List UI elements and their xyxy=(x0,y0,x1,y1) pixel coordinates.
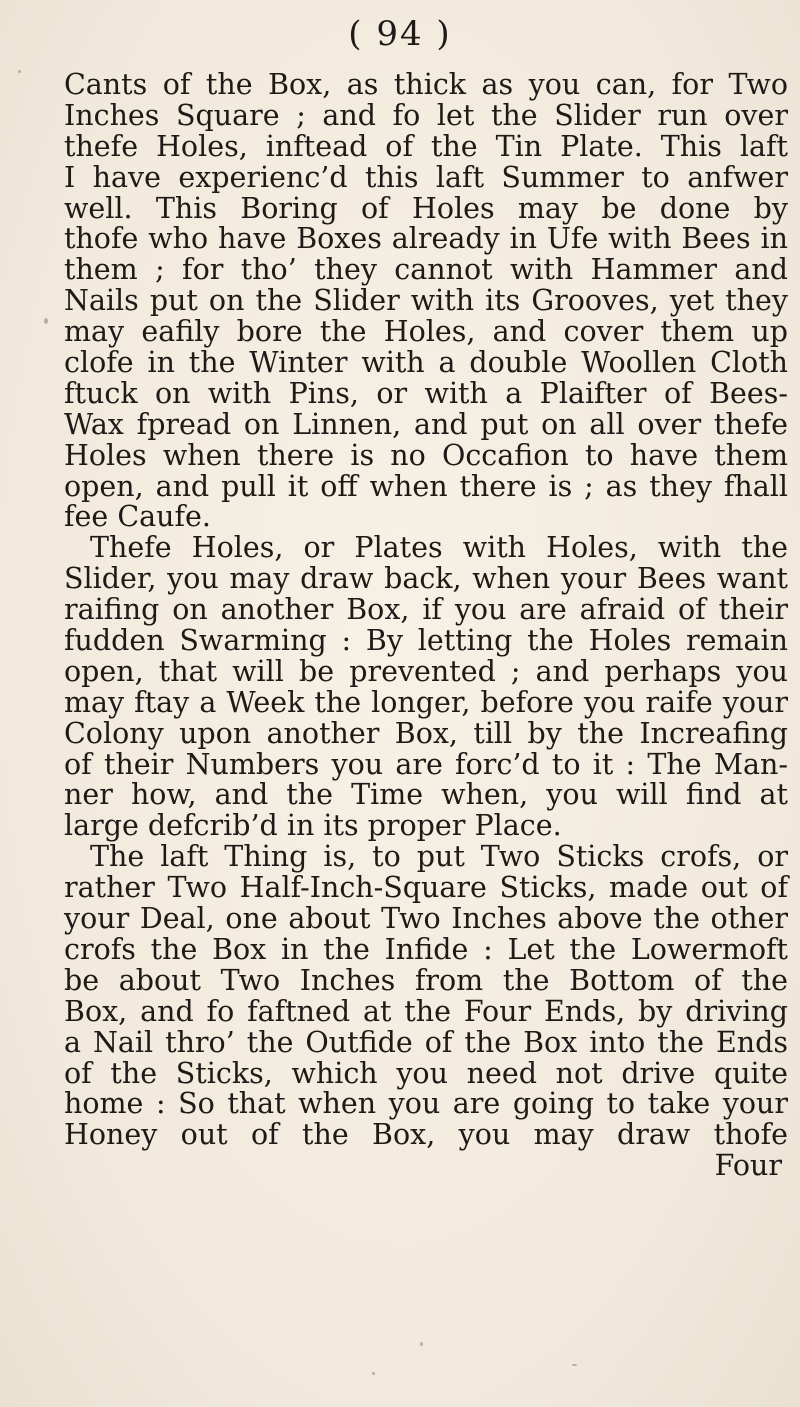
text-line: Inches Square ; and fo let the Slider run over xyxy=(64,98,788,132)
text-line: Colony upon another Box, till by the Increafing xyxy=(64,716,788,750)
text-line: fudden Swarming : By letting the Holes remain xyxy=(64,624,788,658)
text-line: of their Numbers you are forc’d to it : The Man- xyxy=(64,747,788,781)
text-line: Honey out of the Box, you may draw thofe xyxy=(64,1118,788,1152)
text-line: them ; for tho’ they cannot with Hammer and xyxy=(64,253,788,287)
text-line: Wax fpread on Linnen, and put on all over thefe xyxy=(64,407,788,441)
text-line: Holes when there is no Occafion to have them xyxy=(64,438,788,472)
catchword: Four xyxy=(714,1149,782,1183)
text-line: I have experienc’d this laft Summer to anfwer xyxy=(64,160,788,194)
paper-speck xyxy=(18,70,21,73)
paragraph-start-line: The laft Thing is, to put Two Sticks crofs, or xyxy=(90,840,788,874)
paragraph-start-line: Thefe Holes, or Plates with Holes, with the xyxy=(90,531,788,565)
text-line: thefe Holes, inftead of the Tin Plate. This laft xyxy=(64,129,788,163)
text-line: open, that will be prevented ; and perhaps you xyxy=(64,654,788,688)
text-line: Slider, you may draw back, when your Bees want xyxy=(64,562,788,596)
text-line: of the Sticks, which you need not drive quite xyxy=(64,1056,788,1090)
text-line: a Nail thro’ the Outfide of the Box into the Ends xyxy=(64,1025,788,1059)
text-line: Cants of the Box, as thick as you can, for Two xyxy=(64,68,788,101)
text-line: well. This Boring of Holes may be done by xyxy=(64,191,788,225)
text-line: crofs the Box in the Infide : Let the Lowermoft xyxy=(64,932,788,966)
text-line: clofe in the Winter with a double Woollen Cloth xyxy=(64,346,788,380)
text-line: may eafily bore the Holes, and cover them up xyxy=(64,315,788,349)
text-line: ner how, and the Time when, you will find at xyxy=(64,778,788,812)
text-line: may ftay a Week the longer, before you raife your xyxy=(64,685,788,719)
text-line: thofe who have Boxes already in Ufe with Bees in xyxy=(64,222,788,256)
text-line: Nails put on the Slider with its Grooves, yet they xyxy=(64,284,788,318)
text-line: be about Two Inches from the Bottom of the xyxy=(64,963,788,997)
paper-speck xyxy=(372,1372,375,1375)
text-line: open, and pull it off when there is ; as they fhall xyxy=(64,469,788,503)
text-line: home : So that when you are going to take your xyxy=(64,1087,788,1121)
paper-speck xyxy=(420,1342,423,1346)
text-line: Box, and fo faftned at the Four Ends, by driving xyxy=(64,994,788,1028)
body-text xyxy=(64,70,788,1182)
paper-speck xyxy=(44,318,48,324)
paragraph-end-line: large defcrib’d in its proper Place. xyxy=(64,809,562,843)
paragraph-end-line: fee Caufe. xyxy=(64,500,211,534)
page-number: ( 94 ) xyxy=(348,14,452,54)
paper-speck xyxy=(572,1364,577,1366)
text-line: rather Two Half-Inch-Square Sticks, made out of xyxy=(64,871,788,905)
text-line: your Deal, one about Two Inches above the other xyxy=(64,902,788,936)
text-line: raifing on another Box, if you are afraid of their xyxy=(64,593,788,627)
text-line: ftuck on with Pins, or with a Plaifter of Bees- xyxy=(64,376,788,410)
